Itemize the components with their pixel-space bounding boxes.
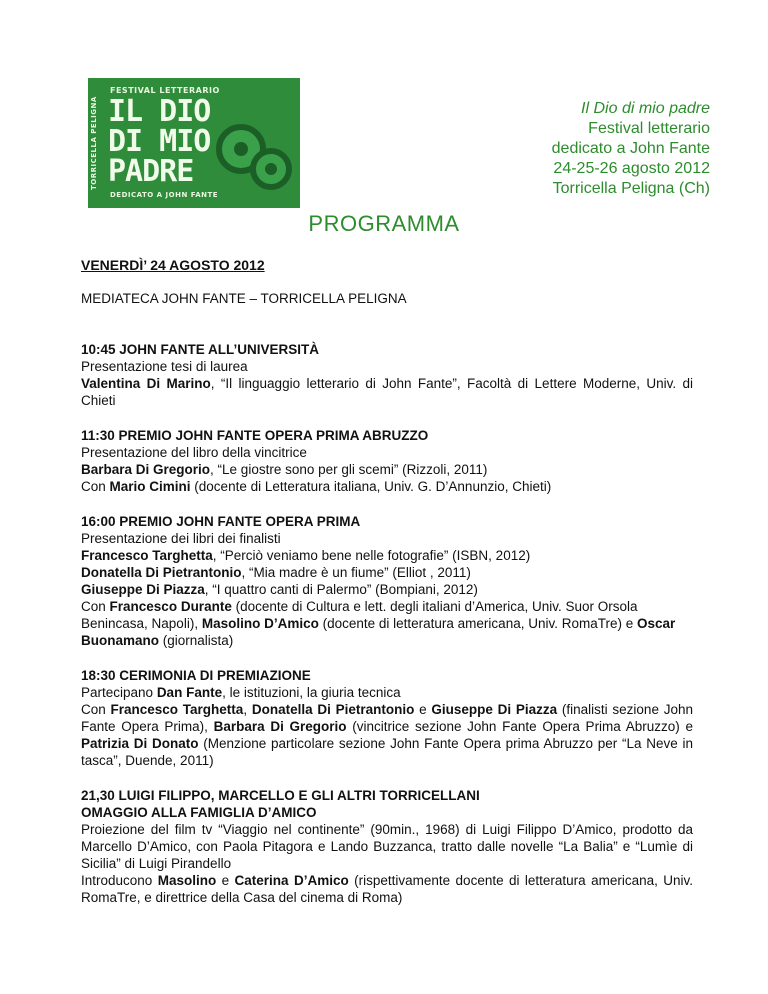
- event-description: Proiezione del film tv “Viaggio nel continente” (90min., 1968) di Luigi Filippo D’Amico, prodotto da Marcello D’Amico, con Paola Pitagora e Lando Buzzanca, tratto dalle novelle “La Balia” e “Lumìe di Sicilia” di Luigi Pirandello: [81, 822, 693, 871]
- logo-top-text: FESTIVAL LETTERARIO: [110, 86, 220, 95]
- person-name: Masolino D’Amico: [201, 616, 319, 631]
- event-line: [81, 375, 693, 409]
- person-name: Donatella Di Pietrantonio: [251, 702, 415, 717]
- person-name: Giuseppe Di Piazza: [81, 582, 205, 597]
- event-1130: [81, 427, 693, 495]
- festival-subtitle: Festival letterario: [588, 120, 710, 137]
- event-subtitle: OMAGGIO ALLA FAMIGLIA D’AMICO: [81, 805, 317, 820]
- event-text: (docente di Cultura e lett. degli italiani d’America, Univ. Suor Orsola Benincasa, Napoli),: [81, 599, 638, 631]
- event-text: (Menzione particolare sezione John Fante Opera prima Abruzzo per “La Neve in tasca”, Duende, 2011): [81, 736, 694, 768]
- person-name: Dan Fante: [156, 685, 223, 700]
- event-line: Presentazione dei libri dei finalisti: [81, 531, 281, 546]
- event-line: Presentazione del libro della vincitrice: [81, 445, 307, 460]
- program-heading: PROGRAMMA: [308, 211, 460, 236]
- festival-info: [552, 99, 710, 199]
- person-name: Barbara Di Gregorio: [81, 462, 211, 477]
- event-title: 10:45 JOHN FANTE ALL’UNIVERSITÀ: [81, 342, 320, 357]
- event-line: Presentazione tesi di laurea: [81, 359, 248, 374]
- event-text: Con: [81, 702, 111, 717]
- festival-place: Torricella Peligna (Ch): [552, 180, 710, 197]
- event-line: [81, 461, 693, 478]
- logo-line-2: DI MIO: [108, 124, 211, 159]
- festival-logo: [88, 78, 300, 208]
- event-text: , “Le giostre sono per gli scemi” (Rizzoli, 2011): [210, 462, 488, 477]
- venue: MEDIATECA JOHN FANTE – TORRICELLA PELIGNA: [81, 291, 407, 306]
- event-text: , “Il linguaggio letterario di John Fante”, Facoltà di Lettere Moderne, Univ. di Chieti: [81, 376, 694, 408]
- event-text: (docente di Letteratura italiana, Univ. G. D’Annunzio, Chieti): [190, 479, 552, 494]
- person-name: Francesco Targhetta: [81, 548, 213, 563]
- event-1045: [81, 341, 693, 409]
- person-name: Mario Cimini: [109, 479, 191, 494]
- event-title: 18:30 CERIMONIA DI PREMIAZIONE: [81, 668, 311, 683]
- reel-hub-small: [265, 163, 277, 175]
- event-text: (finalisti sezione John Fante Opera Prima),: [81, 702, 693, 734]
- event-text: (docente di letteratura americana, Univ. RomaTre) e: [318, 616, 637, 631]
- event-text: (giornalista): [159, 633, 234, 648]
- finalist-line: [81, 547, 693, 564]
- day-heading: VENERDÌ’ 24 AGOSTO 2012: [81, 257, 265, 273]
- person-name: Oscar Buonamano: [81, 616, 676, 648]
- person-name: Patrizia Di Donato: [81, 736, 199, 751]
- reel-hub: [234, 142, 248, 156]
- person-name: Barbara Di Gregorio: [213, 719, 347, 734]
- person-name: Donatella Di Pietrantonio: [81, 565, 242, 580]
- event-text: e: [414, 702, 432, 717]
- event-line: [81, 872, 693, 906]
- event-text: Con: [81, 479, 110, 494]
- logo-side-text: TORRICELLA PELIGNA: [90, 96, 98, 190]
- event-text: , le istituzioni, la giuria tecnica: [222, 685, 401, 700]
- logo-line-1: IL DIO: [108, 94, 211, 129]
- festival-dedication: dedicato a John Fante: [551, 140, 710, 157]
- event-title: 21,30 LUIGI FILIPPO, MARCELLO E GLI ALTRI TORRICELLANI: [81, 788, 480, 803]
- finalist-line: [81, 581, 693, 598]
- person-name: Francesco Durante: [109, 599, 232, 614]
- logo-bottom-text: DEDICATO A JOHN FANTE: [110, 191, 219, 199]
- event-title: 16:00 PREMIO JOHN FANTE OPERA PRIMA: [81, 514, 361, 529]
- event-line: [81, 478, 693, 495]
- event-line: [81, 684, 693, 701]
- event-text: (vincitrice sezione John Fante Opera Prima Abruzzo) e: [346, 719, 693, 734]
- event-2130: [81, 787, 693, 906]
- event-text: , “Mia madre è un fiume” (Elliot , 2011): [241, 565, 471, 580]
- program-content: [81, 257, 693, 924]
- event-text: Partecipano: [81, 685, 157, 700]
- logo-line-3: PADRE: [108, 154, 194, 189]
- event-text: e: [216, 873, 235, 888]
- event-text: , “I quattro canti di Palermo” (Bompiani, 2012): [204, 582, 478, 597]
- event-text: Con: [81, 599, 110, 614]
- person-name: Francesco Targhetta: [110, 702, 244, 717]
- event-text: , “Perciò veniamo bene nelle fotografie” (ISBN, 2012): [212, 548, 531, 563]
- event-line: [81, 701, 693, 769]
- person-name: Masolino: [157, 873, 217, 888]
- person-name: Caterina D’Amico: [234, 873, 349, 888]
- event-1830: [81, 667, 693, 769]
- event-text: ,: [243, 702, 252, 717]
- event-line: [81, 598, 693, 649]
- event-1600: [81, 513, 693, 649]
- person-name: Giuseppe Di Piazza: [431, 702, 558, 717]
- event-text: Introducono: [81, 873, 158, 888]
- festival-title: Il Dio di mio padre: [581, 100, 710, 117]
- event-text: (rispettivamente docente di letteratura americana, Univ. RomaTre, e direttrice della Casa del cinema di Roma): [81, 873, 693, 905]
- finalist-line: [81, 564, 693, 581]
- event-title: 11:30 PREMIO JOHN FANTE OPERA PRIMA ABRUZZO: [81, 428, 429, 443]
- person-name: Valentina Di Marino: [81, 376, 211, 391]
- festival-dates: 24-25-26 agosto 2012: [553, 160, 710, 177]
- film-reel-small-icon: [250, 148, 292, 190]
